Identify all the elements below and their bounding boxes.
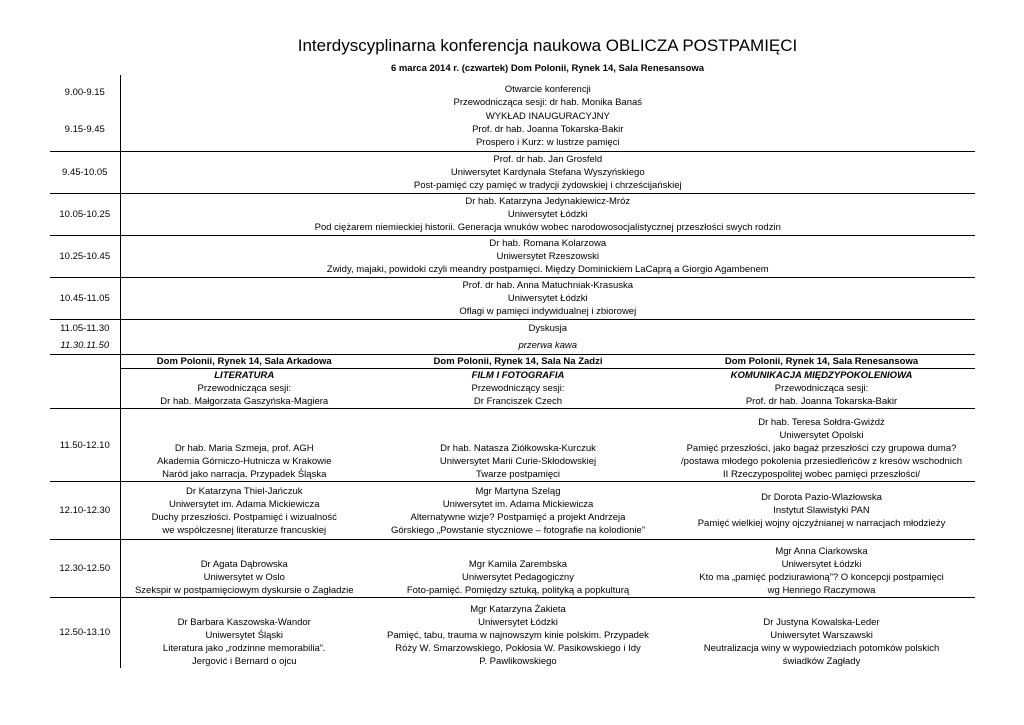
time-cell: 11.30.11.50 xyxy=(50,337,120,354)
plenary-cell: Dr hab. Katarzyna Jedynakiewicz-Mróz Uniwersytet Łódzki Pod ciężarem niemieckiej historii. Generacja wnuków wobec narodowosocjalistycznej przeszłości swych rodzin xyxy=(120,193,975,235)
talk-cell: Dr Barbara Kaszowska-Wandor Uniwersytet Śląski Literatura jako „rodzinne memorabilia”. Jergović i Bernard o ojcu xyxy=(120,598,368,668)
room-label: Dom Polonii, Rynek 14, Sala Renesansowa xyxy=(668,354,975,368)
rooms-row xyxy=(50,354,975,368)
time-cell: 10.45-11.05 xyxy=(50,277,120,319)
plenary-row xyxy=(50,75,975,109)
plenary-cell: Dr hab. Romana Kolarzowa Uniwersytet Rzeszowski Zwidy, majaki, powidoki czyli meandry postpamięci. Między Dominickiem LaCaprą a Giorgio Agambenem xyxy=(120,235,975,277)
chairs-row xyxy=(50,382,975,409)
page-title: Interdyscyplinarna konferencja naukowa OBLICZA POSTPAMIĘCI xyxy=(297,36,798,55)
room-label: Dom Polonii, Rynek 14, Sala Na Zadzi xyxy=(368,354,668,368)
talk-text-zakieta xyxy=(370,603,666,668)
discussion-cell: Dyskusja xyxy=(120,319,975,337)
discussion-row xyxy=(50,319,975,337)
talk-cell: Mgr Martyna Szeląg Uniwersytet im. Adama Mickiewicza Alternatywne wizje? Postpamięć a projekt Andrzeja Górskiego „Powstanie styczniowe – fotografie na kolodionie” xyxy=(368,482,668,540)
section-chair: Przewodniczący sesji: Dr Franciszek Czech xyxy=(471,382,565,407)
plenary-cell: Otwarcie konferencji Przewodnicząca sesji: dr hab. Monika Banaś xyxy=(453,84,643,108)
plenary-cell: Prof. dr hab. Jan Grosfeld Uniwersytet Kardynała Stefana Wyszyńskiego Post-pamięć czy pamięć w tradycji żydowskiej i chrześcijańskiej xyxy=(120,151,975,193)
time-cell: 11.50-12.10 xyxy=(50,409,120,482)
room-label: Dom Polonii, Rynek 14, Sala Arkadowa xyxy=(120,354,368,368)
talk-cell: Dr hab. Natasza Ziółkowska-Kurczuk Uniwersytet Marii Curie-Skłodowskiej Twarze postpamięci xyxy=(368,409,668,482)
time-cell: 10.25-10.45 xyxy=(50,235,120,277)
talk-cell: Dr hab. Teresa Sołdra-Gwiżdż Uniwersytet Opolski Pamięć przeszłości, jako bagaż przeszłości czy grupowa duma? /postawa młodego pokolenia przesiedleńców z kresów wschodnich II Rzeczypospolitej wobec pamięci przeszłości/ xyxy=(668,409,975,482)
topics-row xyxy=(50,368,975,382)
plenary-row xyxy=(50,235,975,277)
plenary-row xyxy=(50,277,975,319)
plenary-cell: Prof. dr hab. Anna Matuchniak-Krasuska Uniwersytet Łódzki Oflagi w pamięci indywidualnej i zbiorowej xyxy=(120,277,975,319)
talk-lines: Mgr Katarzyna Żakieta Uniwersytet Łódzki Pamięć, tabu, trauma w najnowszym kinie polskim. Przypadek Róży W. Smarzowskiego, Pokłosia W. Pasikowskiego i Idy P. Pawlikowskiego xyxy=(387,603,649,667)
time-cell: 9.00-9.15 xyxy=(50,75,120,109)
time-cell: 12.30-12.50 xyxy=(50,540,120,598)
break-cell: przerwa kawa xyxy=(518,339,578,351)
time-cell: 10.05-10.25 xyxy=(50,193,120,235)
time-cell: 12.50-13.10 xyxy=(50,598,120,668)
session-row xyxy=(50,598,975,668)
talk-cell: Dr Katarzyna Thiel-Jańczuk Uniwersytet im. Adama Mickiewicza Duchy przeszłości. Postpamięć i wizualność we współczesnej literaturze francuskiej xyxy=(120,482,368,540)
section-chair: Przewodnicząca sesji: Dr hab. Małgorzata Gaszyńska-Magiera xyxy=(160,382,329,407)
talk-cell: Dr Agata Dąbrowska Uniwersytet w Oslo Szekspir w postpamięciowym dyskursie o Zagładzie xyxy=(120,540,368,598)
session-row xyxy=(50,409,975,482)
time-cell: 12.10-12.30 xyxy=(50,482,120,540)
talk-cell: Dr Justyna Kowalska-Leder Uniwersytet Warszawski Neutralizacja winy w wypowiedziach potomków polskich świadków Zagłady xyxy=(668,598,975,668)
section-topic: FILM I FOTOGRAFIA xyxy=(368,368,668,382)
schedule-table xyxy=(50,75,975,668)
time-cell: 9.45-10.05 xyxy=(50,151,120,193)
plenary-row xyxy=(50,109,975,151)
plenary-row xyxy=(50,151,975,193)
talk-cell: Mgr Anna Ciarkowska Uniwersytet Łódzki Kto ma „pamięć podziurawioną”? O koncepcji postpamięci wg Henriego Raczymowa xyxy=(668,540,975,598)
break-row xyxy=(50,337,975,354)
plenary-row xyxy=(50,193,975,235)
talk-cell xyxy=(368,598,668,668)
time-cell: 11.05-11.30 xyxy=(50,319,120,337)
talk-cell: Dr Dorota Pazio-Wlazłowska Instytut Slawistyki PAN Pamięć wielkiej wojny ojczyźnianej w narracjach młodzieży xyxy=(668,482,975,540)
section-chair: Przewodnicząca sesji: Prof. dr hab. Joanna Tokarska-Bakir xyxy=(745,382,898,407)
session-row xyxy=(50,540,975,598)
session-row xyxy=(50,482,975,540)
talk-cell: Mgr Kamila Zarembska Uniwersytet Pedagogiczny Foto-pamięć. Pomiędzy sztuką, polityką a popkulturą xyxy=(368,540,668,598)
section-topic: LITERATURA xyxy=(120,368,368,382)
plenary-cell: WYKŁAD INAUGURACYJNY Prof. dr hab. Joanna Tokarska-Bakir Prospero i Kurz: w lustrze pamięci xyxy=(472,111,624,149)
talk-cell: Dr hab. Maria Szmeja, prof. AGH Akademia Górniczo-Hutnicza w Krakowie Naród jako narracja. Przypadek Śląska xyxy=(120,409,368,482)
section-topic: KOMUNIKACJA MIĘDZYPOKOLENIOWA xyxy=(668,368,975,382)
page-subtitle: 6 marca 2014 r. (czwartek) Dom Polonii, Rynek 14, Sala Renesansowa xyxy=(390,63,705,74)
time-cell: 9.15-9.45 xyxy=(50,109,120,151)
